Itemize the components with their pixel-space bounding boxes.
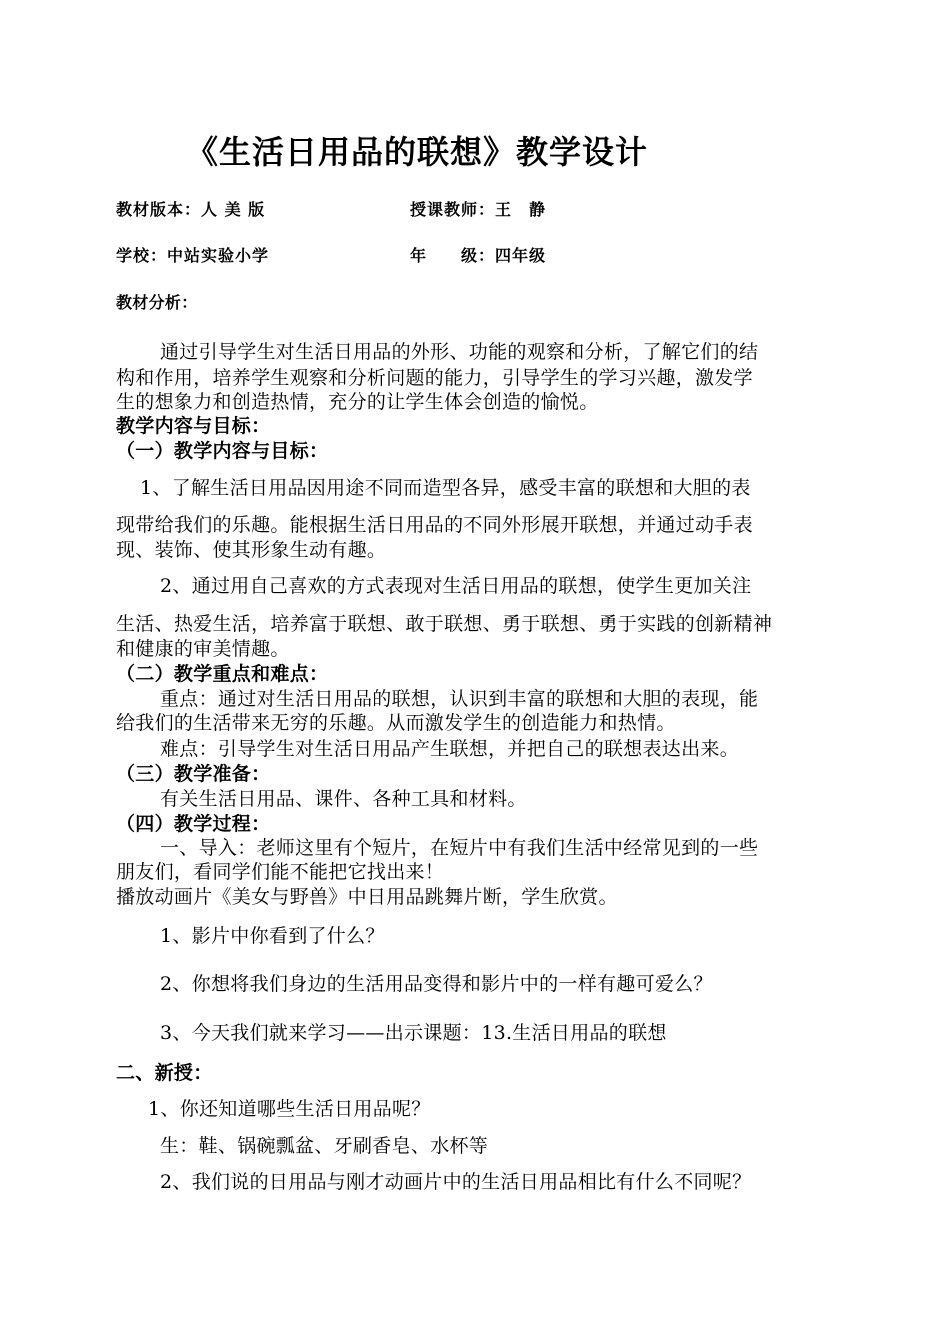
section-heading: 二、新授： <box>116 1062 213 1084</box>
paragraph-line: 现、装饰、使其形象生动有趣。 <box>116 539 387 561</box>
paragraph-line: 2、通过用自己喜欢的方式表现对生活日用品的联想，使学生更加关注 <box>160 575 752 597</box>
teacher-label: 授课教师：王 静 <box>410 200 547 219</box>
section-heading: （三）教学准备： <box>116 763 271 785</box>
paragraph-line: 重点：通过对生活日用品的联想，认识到丰富的联想和大胆的表现，能 <box>160 688 759 710</box>
paragraph-line: 一、导入：老师这里有个短片，在短片中有我们生活中经常见到的一些 <box>160 837 759 859</box>
paragraph-line: 构和作用，培养学生观察和分析问题的能力，引导学生的学习兴趣，激发学 <box>116 367 753 389</box>
section-heading: （二）教学重点和难点： <box>116 663 329 685</box>
list-item: 2、你想将我们身边的生活用品变得和影片中的一样有趣可爱么？ <box>160 973 713 995</box>
paragraph-line: 现带给我们的乐趣。能根据生活日用品的不同外形展开联想，并通过动手表 <box>116 514 753 536</box>
list-item: 3、今天我们就来学习——出示课题：13.生活日用品的联想 <box>160 1022 667 1044</box>
paragraph-line: 和健康的审美情趣。 <box>116 638 290 660</box>
section-heading: （四）教学过程： <box>116 813 271 835</box>
section-heading: （一）教学内容与目标： <box>116 440 329 462</box>
paragraph-line: 播放动画片《美女与野兽》中日用品跳舞片断，学生欣赏。 <box>116 886 618 908</box>
list-item: 1、影片中你看到了什么？ <box>160 925 385 947</box>
paragraph-line: 难点：引导学生对生活日用品产生联想，并把自己的联想表达出来。 <box>160 738 740 760</box>
list-item: 1、你还知道哪些生活日用品呢？ <box>148 1098 431 1120</box>
paragraph-line: 1、了解生活日用品因用途不同而造型各异，感受丰富的联想和大胆的表 <box>140 477 751 499</box>
paragraph-line: 给我们的生活带来无穷的乐趣。从而激发学生的创造能力和热情。 <box>116 712 676 734</box>
grade-label: 年 级：四年级 <box>410 246 547 265</box>
paragraph-line: 朋友们，看同学们能不能把它找出来！ <box>116 861 445 883</box>
edition-label: 教材版本：人 美 版 <box>116 200 266 219</box>
goals-heading: 教学内容与目标： <box>116 415 271 437</box>
list-item: 生：鞋、锅碗瓢盆、牙刷香皂、水杯等 <box>160 1135 489 1157</box>
page-title: 《生活日用品的联想》教学设计 <box>186 133 649 171</box>
paragraph-line: 有关生活日用品、课件、各种工具和材料。 <box>160 788 527 810</box>
paragraph-line: 生活、热爱生活，培养富于联想、敢于联想、勇于联想、勇于实践的创新精神 <box>116 613 773 635</box>
paragraph-line: 生的想象力和创造热情，充分的让学生体会创造的愉悦。 <box>116 391 599 413</box>
analysis-heading: 教材分析： <box>116 293 198 312</box>
paragraph-line: 通过引导学生对生活日用品的外形、功能的观察和分析，了解它们的结 <box>160 341 759 363</box>
list-item: 2、我们说的日用品与刚才动画片中的生活日用品相比有什么不同呢？ <box>160 1171 752 1193</box>
school-label: 学校：中站实验小学 <box>116 246 270 265</box>
